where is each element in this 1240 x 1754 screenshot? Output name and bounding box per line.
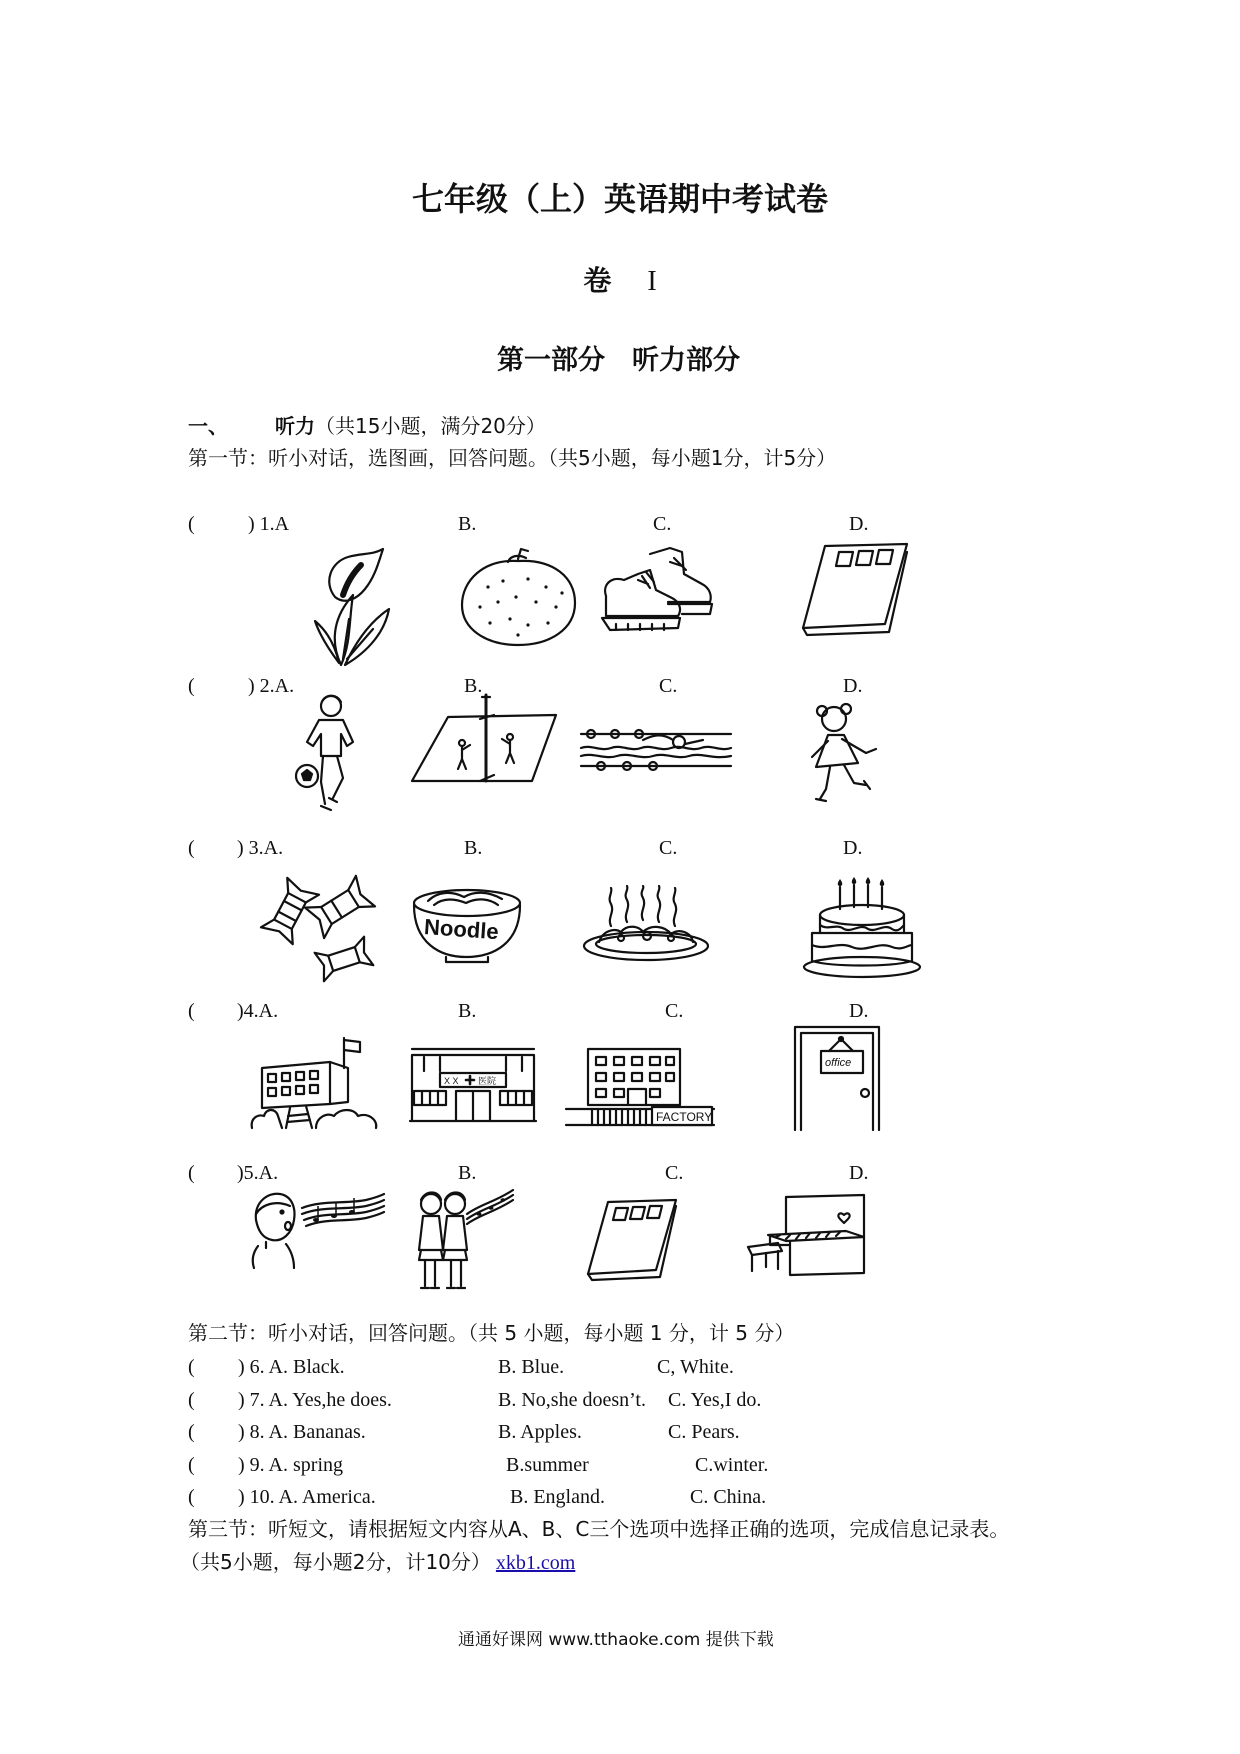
q2c-swimming-picture[interactable]: [581, 726, 732, 773]
section-number: 一、: [188, 414, 228, 438]
q5-paren[interactable]: (: [188, 1162, 195, 1184]
q6-option-c: C, White.: [657, 1356, 734, 1378]
q6-option-a: ) 6. A. Black.: [238, 1356, 345, 1378]
q2d-running-girl-picture[interactable]: [804, 701, 885, 806]
q3d-birthday-cake-picture[interactable]: [802, 877, 923, 978]
q4a-school-picture[interactable]: [250, 1038, 380, 1130]
q6-option-b: B. Blue.: [498, 1356, 565, 1378]
q5a-singing-boy-picture[interactable]: [246, 1190, 385, 1268]
q3-option-c: C.: [659, 837, 678, 859]
q2-option-c: C.: [659, 675, 678, 697]
q1-option-b: B.: [458, 513, 477, 535]
q10-option-b: B. England.: [510, 1486, 605, 1508]
page-footer: 通通好课网 www.tthaoke.com 提供下载: [458, 1630, 774, 1650]
q8-option-b: B. Apples.: [498, 1421, 582, 1443]
q3a-candies-picture[interactable]: [264, 877, 385, 985]
q3-option-b: B.: [464, 837, 483, 859]
q9-option-a: ) 9. A. spring: [238, 1454, 343, 1476]
q7-paren[interactable]: (: [188, 1389, 195, 1411]
q10-option-a: ) 10. A. America.: [238, 1486, 376, 1508]
q6-paren[interactable]: (: [188, 1356, 195, 1378]
hospital-sign-code: X X: [444, 1076, 459, 1086]
q1-number: ) 1.A: [248, 513, 290, 535]
q2b-tennis-court-picture[interactable]: [410, 695, 559, 784]
q4-option-d: D.: [849, 1000, 869, 1022]
q4-number: )4.A.: [237, 1000, 279, 1022]
q8-option-c: C. Pears.: [668, 1421, 740, 1443]
q5-number: )5.A.: [237, 1162, 279, 1184]
q10-option-c: C. China.: [690, 1486, 767, 1508]
q5b-singing-girls-picture[interactable]: [411, 1186, 516, 1298]
q5d-piano-picture[interactable]: [746, 1193, 866, 1279]
volume-heading: [0, 264, 1240, 299]
q5-option-b: B.: [458, 1162, 477, 1184]
q4d-office-door-picture[interactable]: [793, 1025, 882, 1130]
q1d-book-picture[interactable]: [799, 540, 910, 637]
q9-option-c: C.winter.: [695, 1454, 769, 1476]
q8-option-a: ) 8. A. Bananas.: [238, 1421, 366, 1443]
q7-option-c: C. Yes,I do.: [668, 1389, 762, 1411]
q5-option-c: C.: [665, 1162, 684, 1184]
office-sign: office: [825, 1057, 852, 1069]
section3-scoring: （共5小题，每小题2分，计10分）: [180, 1550, 491, 1574]
q2-paren[interactable]: (: [188, 675, 195, 697]
volume-label: 卷: [583, 264, 612, 297]
section1-instruction: 第一节：听小对话，选图画，回答问题。（共5小题，每小题1分，计5分）: [188, 446, 837, 470]
q3-option-d: D.: [843, 837, 863, 859]
q9-option-b: B.summer: [506, 1454, 589, 1476]
q7-option-b: B. No,she doesn’t.: [498, 1389, 646, 1411]
q3-paren[interactable]: (: [188, 837, 195, 859]
q1b-orange-picture[interactable]: [458, 547, 579, 648]
q5c-book-picture[interactable]: [586, 1198, 678, 1282]
q2-option-b: B.: [464, 675, 483, 697]
q4-paren[interactable]: (: [188, 1000, 195, 1022]
section2-instruction: 第二节：听小对话，回答问题。（共 5 小题，每小题 1 分，计 5 分）: [188, 1321, 795, 1345]
section-heading: [275, 414, 546, 438]
source-link[interactable]: xkb1.com: [495, 1552, 576, 1574]
volume-number: I: [647, 266, 657, 297]
factory-sign: FACTORY: [656, 1110, 713, 1124]
q1c-shoes-picture[interactable]: [598, 544, 715, 634]
q1a-flower-picture[interactable]: [313, 547, 391, 668]
q2-option-d: D.: [843, 675, 863, 697]
q3-number: ) 3.A.: [237, 837, 284, 859]
q9-paren[interactable]: (: [188, 1454, 195, 1476]
q4c-factory-picture[interactable]: [566, 1047, 715, 1128]
section-label: 听力: [275, 414, 315, 438]
q4-option-b: B.: [458, 1000, 477, 1022]
q5-option-d: D.: [849, 1162, 869, 1184]
q3c-hot-dish-picture[interactable]: [581, 886, 711, 963]
q1-option-d: D.: [849, 513, 869, 535]
section-note: （共15小题，满分20分）: [315, 414, 546, 438]
section3-instruction: 第三节：听短文，请根据短文内容从A、B、C三个选项中选择正确的选项，完成信息记录表。: [188, 1517, 1010, 1541]
q10-paren[interactable]: (: [188, 1486, 195, 1508]
q1-option-c: C.: [653, 513, 672, 535]
exam-title: 七年级（上）英语期中考试卷: [411, 180, 828, 218]
section3-scoring-line: [180, 1550, 575, 1575]
part-title: 第一部分 听力部分: [497, 345, 740, 376]
q4b-hospital-picture[interactable]: [410, 1047, 536, 1122]
q1-paren[interactable]: (: [188, 513, 195, 535]
q4-option-c: C.: [665, 1000, 684, 1022]
q2a-football-boy-picture[interactable]: [293, 692, 363, 823]
noodle-label: Noodle: [423, 914, 500, 945]
q3b-noodle-bowl-picture[interactable]: [410, 885, 523, 963]
q7-option-a: ) 7. A. Yes,he does.: [238, 1389, 392, 1411]
hospital-sign-name: 医院: [478, 1076, 497, 1086]
q8-paren[interactable]: (: [188, 1421, 195, 1443]
q2-number: ) 2.A.: [248, 675, 295, 697]
